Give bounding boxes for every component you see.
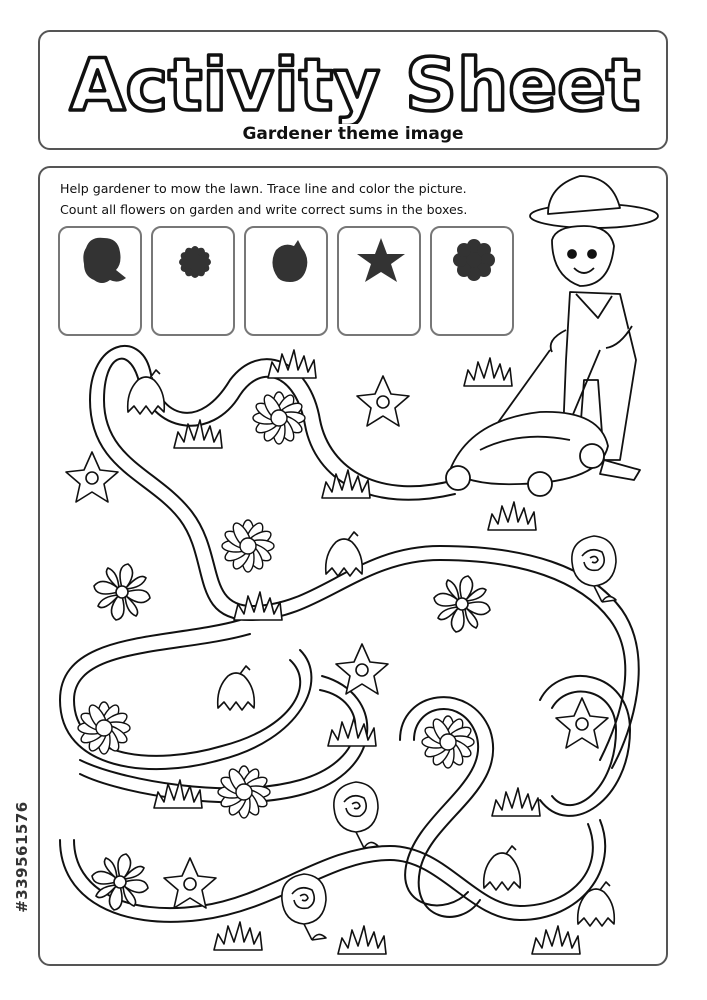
page-subtitle: Gardener theme image [242,124,464,144]
page-title: Activity Sheet [69,43,641,124]
stock-id: #339561576 [13,801,31,913]
instruction-line: Help gardener to mow the lawn. Trace line and color the picture. [60,181,467,196]
gardener-icon [446,176,658,496]
instruction-line: Count all flowers on garden and write correct sums in the boxes. [60,202,468,217]
